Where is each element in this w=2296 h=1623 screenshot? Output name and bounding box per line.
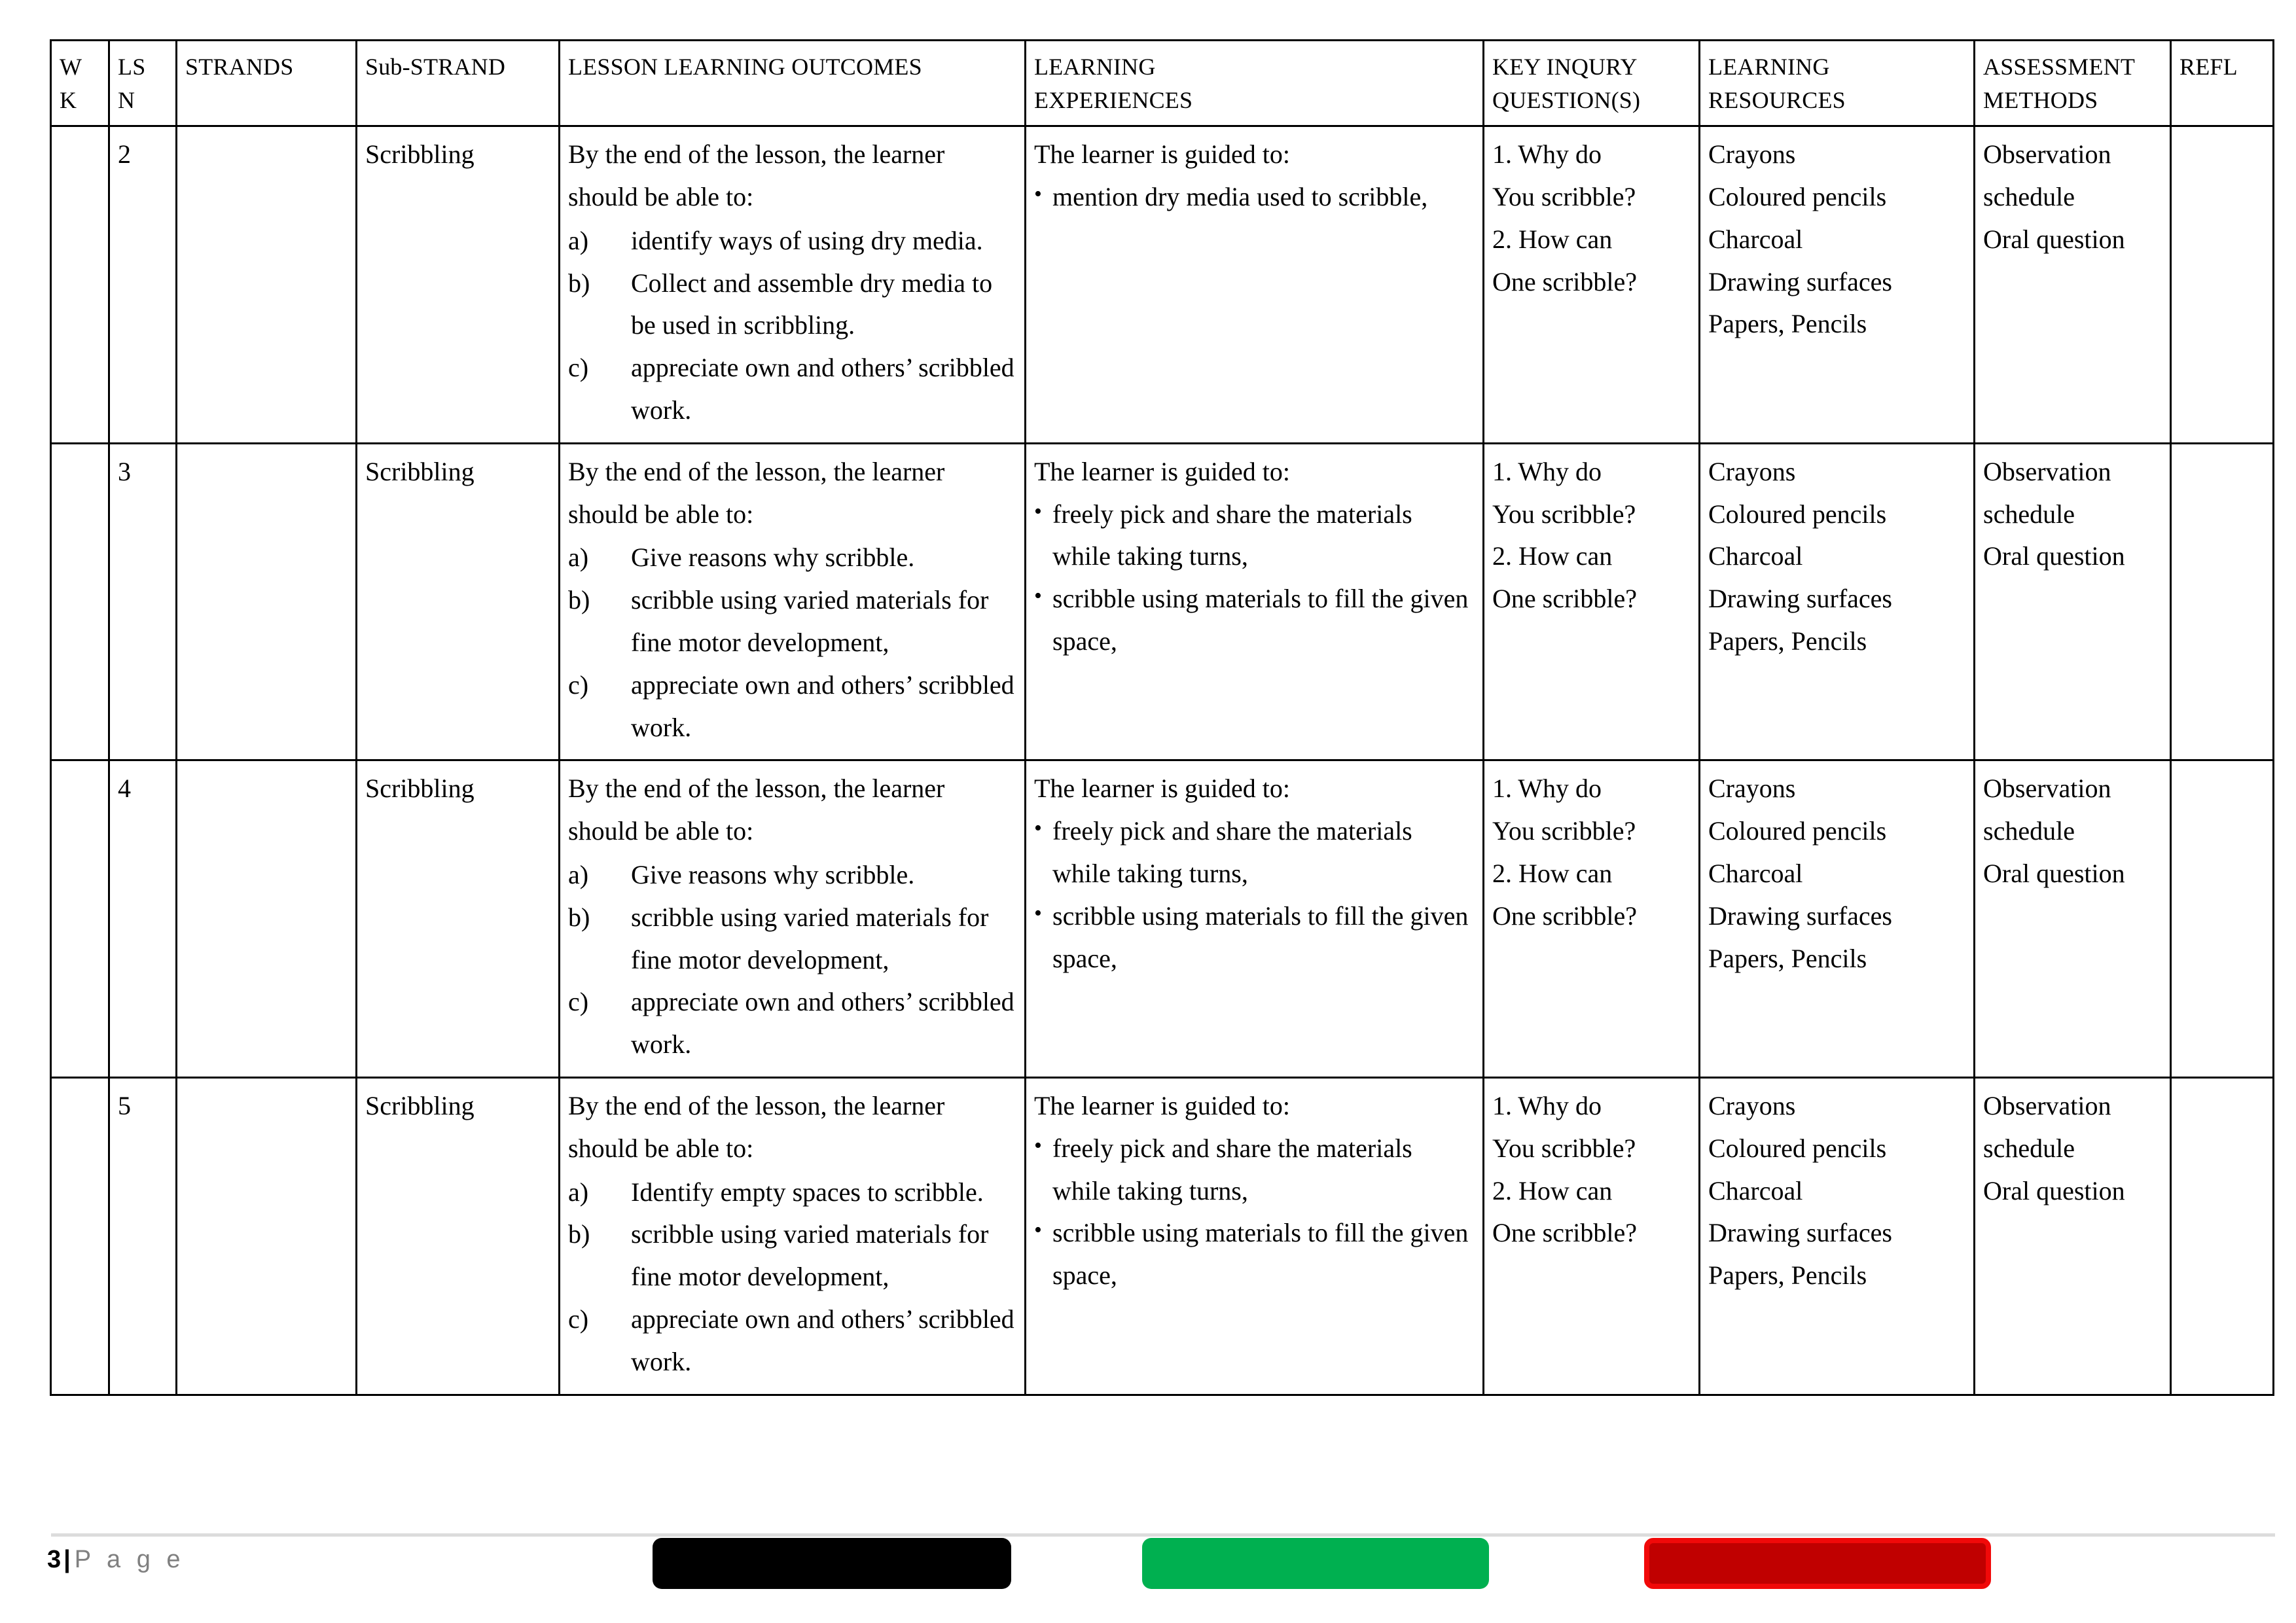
cell-refl (2171, 443, 2274, 760)
table-row (51, 443, 2274, 760)
header-cell-wk (51, 41, 109, 126)
cell-wk (51, 760, 109, 1078)
key-inquiry-line: 2. How can (1492, 1175, 1613, 1205)
outcome-text: Collect and assemble dry media to be used in scribbling. (631, 268, 993, 340)
resource-line: Papers, Pencils (1708, 943, 1867, 973)
outcome-marker: b) (568, 1219, 590, 1249)
outcome-marker: c) (568, 353, 589, 383)
outcome-item (568, 220, 1016, 262)
cell-assessment-methods (1975, 126, 2171, 444)
header-cell-assessment-methods (1975, 41, 2171, 126)
header-label-line: REFL (2179, 54, 2238, 80)
experience-item: • freely pick and share the materials while taking turns, (1034, 493, 1475, 579)
outcome-marker: a) (568, 1177, 589, 1207)
experiences-intro: The learner is guided to: (1034, 774, 1290, 804)
cell-refl (2171, 126, 2274, 444)
green-bar (1142, 1538, 1489, 1589)
outcome-text: scribble using varied materials for fine motor development, (631, 902, 989, 974)
cell-key-inquiry-questions (1484, 760, 1700, 1078)
key-inquiry-line: 2. How can (1492, 541, 1613, 571)
cell-lesson-learning-outcomes (560, 1077, 1026, 1395)
resource-line: Coloured pencils (1708, 182, 1887, 212)
outcome-text: Identify empty spaces to scribble. (631, 1177, 984, 1207)
resource-line: Coloured pencils (1708, 1133, 1887, 1163)
cell-sub-strand-text: Scribbling (365, 456, 475, 486)
header-cell-key-inquiry-questions (1484, 41, 1700, 126)
outcomes-intro: By the end of the lesson, the learner should be able to: (568, 774, 945, 846)
outcome-text: appreciate own and others’ scribbled work. (631, 987, 1014, 1060)
cell-wk (51, 1077, 109, 1395)
cell-learning-resources (1700, 1077, 1975, 1395)
key-inquiry-line: One scribble? (1492, 266, 1638, 296)
assessment-line: Oral question (1983, 541, 2125, 571)
experiences-list (1034, 451, 1475, 663)
assessment-line: Observation (1983, 774, 2111, 804)
resource-line: Charcoal (1708, 224, 1803, 254)
assessment-line: Oral question (1983, 224, 2125, 254)
cell-assessment-methods (1975, 1077, 2171, 1395)
resource-line: Charcoal (1708, 858, 1803, 888)
resource-line: Drawing surfaces (1708, 584, 1892, 614)
outcome-item (568, 897, 1016, 982)
key-inquiry-line: 1. Why do (1492, 456, 1602, 486)
cell-refl (2171, 1077, 2274, 1395)
outcome-marker: a) (568, 225, 589, 255)
assessment-line: schedule (1983, 816, 2075, 846)
header-cell-lsn (109, 41, 177, 126)
table-body (51, 126, 2274, 1395)
outcome-item (568, 664, 1016, 749)
cell-sub-strand-text: Scribbling (365, 774, 475, 804)
resource-line: Crayons (1708, 456, 1796, 486)
outcome-item (568, 1213, 1016, 1298)
outcome-item (568, 1298, 1016, 1383)
outcomes-intro: By the end of the lesson, the learner should be able to: (568, 1090, 945, 1163)
page-number-separator: | (63, 1546, 71, 1573)
page-number-label (47, 1546, 185, 1574)
outcome-marker: a) (568, 859, 589, 889)
header-label-line: LEARNING (1034, 54, 1156, 80)
cell-sub-strand (357, 443, 560, 760)
table-row (51, 1077, 2274, 1395)
experiences-intro: The learner is guided to: (1034, 456, 1290, 486)
outcomes-list (568, 220, 1016, 432)
header-label-line: N (118, 87, 135, 114)
page-word: P a g e (74, 1546, 185, 1573)
table-row (51, 126, 2274, 444)
header-label-line: K (60, 87, 77, 114)
cell-sub-strand (357, 126, 560, 444)
table-row (51, 760, 2274, 1078)
key-inquiry-line: 1. Why do (1492, 1090, 1602, 1120)
cell-assessment-methods (1975, 760, 2171, 1078)
resource-line: Papers, Pencils (1708, 1260, 1867, 1291)
cell-lsn-text: 5 (118, 1090, 131, 1120)
experience-item: • freely pick and share the materials while taking turns, (1034, 1128, 1475, 1213)
outcome-marker: b) (568, 902, 590, 932)
cell-strands (177, 443, 357, 760)
cell-lesson-learning-outcomes (560, 760, 1026, 1078)
header-label-line: STRANDS (185, 54, 294, 80)
cell-lsn (109, 443, 177, 760)
cell-lsn (109, 760, 177, 1078)
experiences-list (1034, 768, 1475, 980)
key-inquiry-line: 2. How can (1492, 858, 1613, 888)
footer-divider (51, 1533, 2275, 1537)
cell-lesson-learning-outcomes (560, 443, 1026, 760)
experience-item: • scribble using materials to fill the given space, (1034, 578, 1475, 663)
header-label-line: METHODS (1983, 87, 2098, 114)
cell-learning-resources (1700, 443, 1975, 760)
key-inquiry-line: One scribble? (1492, 1218, 1638, 1248)
resource-line: Crayons (1708, 774, 1796, 804)
experience-item: • scribble using materials to fill the given space, (1034, 895, 1475, 980)
header-cell-sub-strand (357, 41, 560, 126)
scheme-of-work-table (50, 39, 2274, 1396)
outcome-item (568, 854, 1016, 897)
experience-item: • freely pick and share the materials while taking turns, (1034, 810, 1475, 895)
resource-line: Coloured pencils (1708, 816, 1887, 846)
experience-item: • mention dry media used to scribble, (1034, 176, 1475, 219)
cell-refl (2171, 760, 2274, 1078)
outcomes-list (568, 854, 1016, 1066)
header-label-line: EXPERIENCES (1034, 87, 1193, 114)
header-label-line: KEY INQURY (1492, 54, 1638, 80)
outcome-text: identify ways of using dry media. (631, 225, 983, 255)
header-cell-strands (177, 41, 357, 126)
outcomes-intro: By the end of the lesson, the learner should be able to: (568, 139, 945, 212)
cell-sub-strand-text: Scribbling (365, 1090, 475, 1120)
cell-lsn-text: 3 (118, 456, 131, 486)
key-inquiry-line: 2. How can (1492, 224, 1613, 254)
resource-line: Drawing surfaces (1708, 1218, 1892, 1248)
cell-learning-experiences (1026, 760, 1484, 1078)
cell-assessment-methods (1975, 443, 2171, 760)
experiences-list (1034, 1085, 1475, 1297)
resource-line: Drawing surfaces (1708, 901, 1892, 931)
red-bar (1644, 1538, 1991, 1589)
resource-line: Papers, Pencils (1708, 626, 1867, 656)
key-inquiry-line: You scribble? (1492, 1133, 1636, 1163)
outcome-marker: c) (568, 1304, 589, 1334)
cell-wk (51, 126, 109, 444)
assessment-line: Oral question (1983, 1175, 2125, 1205)
outcome-marker: b) (568, 585, 590, 615)
header-label-line: ASSESSMENT (1983, 54, 2136, 80)
header-label-line: W (60, 54, 82, 80)
assessment-line: schedule (1983, 1133, 2075, 1163)
black-bar (653, 1538, 1011, 1589)
outcome-item (568, 579, 1016, 664)
experiences-list (1034, 134, 1475, 219)
header-cell-learning-experiences (1026, 41, 1484, 126)
assessment-line: Observation (1983, 1090, 2111, 1120)
header-label-line: Sub-STRAND (365, 54, 506, 80)
assessment-line: Observation (1983, 456, 2111, 486)
outcome-item (568, 981, 1016, 1066)
outcome-text: Give reasons why scribble. (631, 543, 915, 573)
experience-item: • scribble using materials to fill the given space, (1034, 1212, 1475, 1297)
assessment-line: schedule (1983, 182, 2075, 212)
key-inquiry-line: One scribble? (1492, 584, 1638, 614)
page-number: 3 (47, 1546, 63, 1573)
outcome-marker: c) (568, 987, 589, 1017)
header-cell-refl (2171, 41, 2274, 126)
resource-line: Charcoal (1708, 1175, 1803, 1205)
outcome-text: scribble using varied materials for fine motor development, (631, 1219, 989, 1292)
cell-sub-strand-text: Scribbling (365, 139, 475, 169)
cell-sub-strand (357, 1077, 560, 1395)
assessment-line: schedule (1983, 499, 2075, 529)
cell-key-inquiry-questions (1484, 126, 1700, 444)
cell-learning-experiences (1026, 443, 1484, 760)
outcome-marker: c) (568, 669, 589, 700)
outcome-text: appreciate own and others’ scribbled work. (631, 1304, 1014, 1376)
outcome-text: scribble using varied materials for fine motor development, (631, 585, 989, 657)
key-inquiry-line: You scribble? (1492, 499, 1636, 529)
outcome-item (568, 1171, 1016, 1214)
cell-learning-resources (1700, 126, 1975, 444)
assessment-line: Oral question (1983, 858, 2125, 888)
cell-lsn-text: 2 (118, 139, 131, 169)
cell-strands (177, 126, 357, 444)
outcome-text: appreciate own and others’ scribbled work. (631, 669, 1014, 742)
assessment-line: Observation (1983, 139, 2111, 169)
header-cell-lesson-learning-outcomes (560, 41, 1026, 126)
cell-learning-resources (1700, 760, 1975, 1078)
key-inquiry-line: 1. Why do (1492, 139, 1602, 169)
resource-line: Papers, Pencils (1708, 309, 1867, 339)
cell-strands (177, 760, 357, 1078)
cell-lsn (109, 126, 177, 444)
outcome-text: appreciate own and others’ scribbled work. (631, 353, 1014, 425)
cell-strands (177, 1077, 357, 1395)
outcomes-list (568, 1171, 1016, 1383)
cell-learning-experiences (1026, 1077, 1484, 1395)
experiences-intro: The learner is guided to: (1034, 1090, 1290, 1120)
header-label-line: QUESTION(S) (1492, 87, 1641, 114)
outcome-item (568, 262, 1016, 348)
outcome-item (568, 537, 1016, 579)
cell-learning-experiences (1026, 126, 1484, 444)
experiences-intro: The learner is guided to: (1034, 139, 1290, 169)
header-label-line: LEARNING (1708, 54, 1830, 80)
key-inquiry-line: You scribble? (1492, 816, 1636, 846)
cell-sub-strand (357, 760, 560, 1078)
outcome-marker: b) (568, 268, 590, 298)
cell-key-inquiry-questions (1484, 443, 1700, 760)
key-inquiry-line: You scribble? (1492, 182, 1636, 212)
resource-line: Drawing surfaces (1708, 266, 1892, 296)
header-cell-learning-resources (1700, 41, 1975, 126)
resource-line: Charcoal (1708, 541, 1803, 571)
resource-line: Crayons (1708, 139, 1796, 169)
key-inquiry-line: One scribble? (1492, 901, 1638, 931)
key-inquiry-line: 1. Why do (1492, 774, 1602, 804)
outcome-item (568, 347, 1016, 432)
header-label-line: LS (118, 54, 146, 80)
resource-line: Coloured pencils (1708, 499, 1887, 529)
header-label-line: RESOURCES (1708, 87, 1846, 114)
outcomes-list (568, 537, 1016, 749)
header-label-line: LESSON LEARNING OUTCOMES (568, 54, 922, 80)
outcomes-intro: By the end of the lesson, the learner should be able to: (568, 456, 945, 529)
cell-lesson-learning-outcomes (560, 126, 1026, 444)
cell-wk (51, 443, 109, 760)
cell-lsn (109, 1077, 177, 1395)
cell-lsn-text: 4 (118, 774, 131, 804)
table-header-row (51, 41, 2274, 126)
outcome-marker: a) (568, 543, 589, 573)
resource-line: Crayons (1708, 1090, 1796, 1120)
cell-key-inquiry-questions (1484, 1077, 1700, 1395)
outcome-text: Give reasons why scribble. (631, 859, 915, 889)
